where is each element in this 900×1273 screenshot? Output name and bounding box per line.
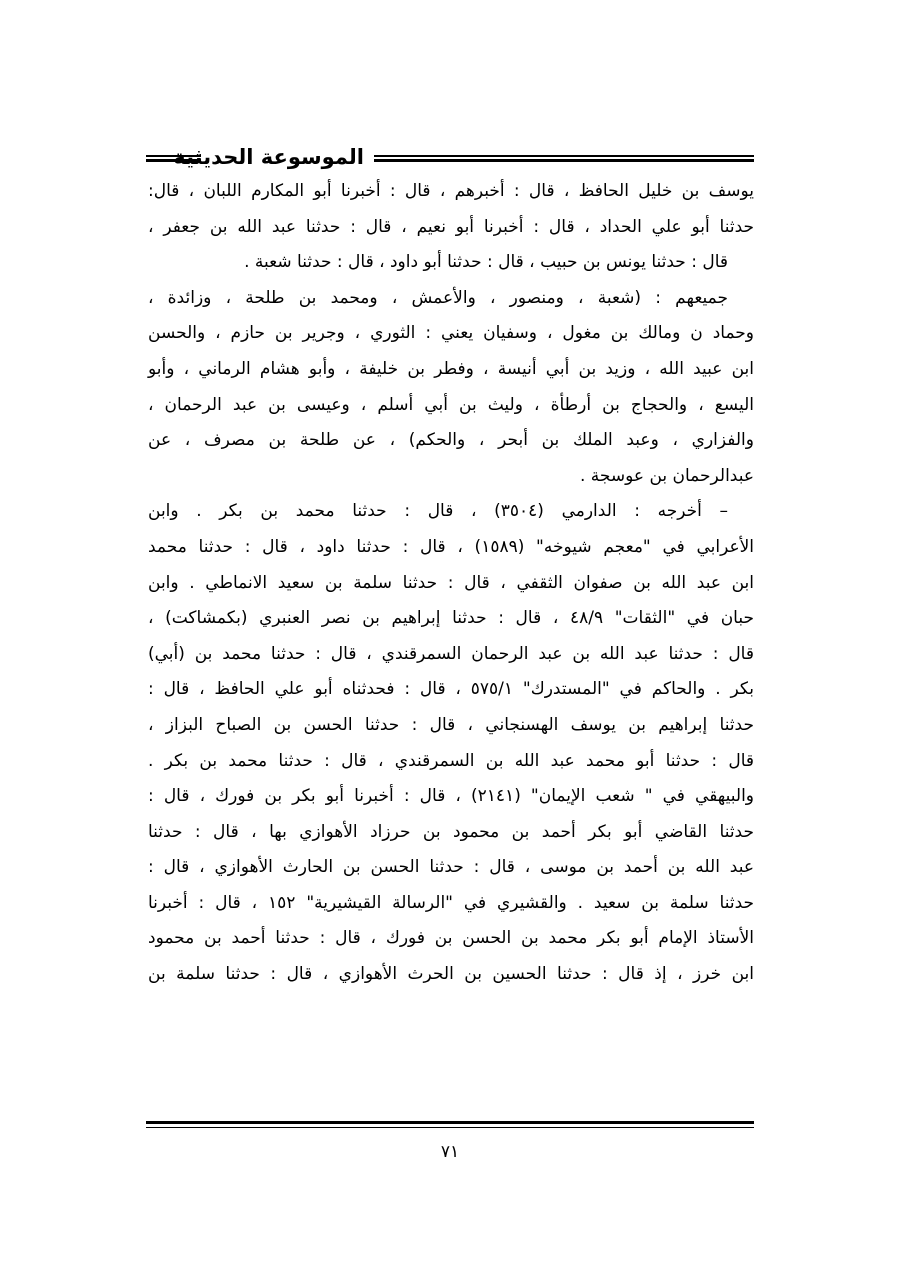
text-line: والفزاري ، وعبد الملك بن أبحر ، والحكم) ، عن طلحة بن مصرف ، عن	[148, 430, 754, 451]
text-line: ابن خرز ، إذ قال : حدثنا الحسين بن الحرث الأهوازي ، قال : حدثنا سلمة بن	[148, 964, 754, 985]
text-line: حدثنا أبو علي الحداد ، قال : أخبرنا أبو نعيم ، قال : حدثنا عبد الله بن جعفر ،	[148, 216, 754, 237]
text-line: قال : حدثنا أبو محمد عبد الله بن السمرقندي ، قال : حدثنا محمد بن بكر .	[148, 750, 754, 771]
text-line: عبدالرحمان بن عوسجة .	[579, 465, 754, 486]
text-line: حدثنا إبراهيم بن يوسف الهسنجاني ، قال : حدثنا الحسن بن الصباح البزاز ،	[148, 714, 754, 735]
text-line: جميعهم : (شعبة ، ومنصور ، والأعمش ، ومحمد بن طلحة ، وزائدة ،	[148, 287, 728, 308]
text-line: حدثنا سلمة بن سعيد . والقشيري في "الرسالة القيشيرية" ١٥٢ ، قال : أخبرنا	[148, 892, 755, 913]
text-line: الأستاذ الإمام أبو بكر محمد بن الحسن بن فورك ، قال : حدثنا أحمد بن محمود	[148, 928, 754, 949]
text-line: قال : حدثنا عبد الله بن عبد الرحمان السمرقندي ، قال : حدثنا محمد بن (أبي)	[148, 643, 754, 664]
text-line: – أخرجه : الدارمي (٣٥٠٤) ، قال : حدثنا محمد بن بكر . وابن	[148, 501, 728, 522]
text-line: حدثنا القاضي أبو بكر أحمد بن محمود بن حرزاد الأهوازي بها ، قال : حدثنا	[148, 821, 754, 842]
text-line: الأعرابي في "معجم شيوخه" (١٥٨٩) ، قال : حدثنا داود ، قال : حدثنا محمد	[148, 536, 755, 557]
text-line: والبيهقي في " شعب الإيمان" (٢١٤١) ، قال : أخبرنا أبو بكر بن فورك ، قال :	[148, 786, 755, 807]
text-line: يوسف بن خليل الحافظ ، قال : أخبرهم ، قال : أخبرنا أبو المكارم اللبان ، قال:	[148, 181, 754, 201]
text-line: وحماد ن ومالك بن مغول ، وسفيان يعني : الثوري ، وجرير بن حازم ، والحسن	[148, 323, 754, 344]
page-number: ٧١	[440, 1142, 460, 1162]
text-line: ابن عبد الله بن صفوان الثقفي ، قال : حدثنا سلمة بن سعيد الانماطي . وابن	[148, 572, 754, 593]
text-line: حبان في "الثقات" ٤٨/٩ ، قال : حدثنا إبراهيم بن نصر العنبري (بكمشاكت) ،	[148, 608, 754, 629]
text-line: اليسع ، والحجاج بن أرطأة ، وليث بن أبي أسلم ، وعيسى بن عبد الرحمان ،	[148, 394, 754, 415]
header-title: الموسوعة الحديثية	[173, 145, 364, 169]
page-body	[148, 174, 754, 993]
text-line: ابن عبيد الله ، وزيد بن أبي أنيسة ، وفطر بن خليفة ، وأبو هشام الرماني ، وأبو	[148, 358, 754, 379]
text-line: قال : حدثنا يونس بن حبيب ، قال : حدثنا أبو داود ، قال : حدثنا شعبة .	[244, 252, 728, 273]
text-line: عبد الله بن أحمد بن موسى ، قال : حدثنا الحسن بن الحارث الأهوازي ، قال :	[148, 857, 754, 878]
footer-rule	[146, 1121, 754, 1131]
text-line: بكر . والحاكم في "المستدرك" ٥٧٥/١ ، قال : فحدثناه أبو علي الحافظ ، قال :	[148, 679, 754, 700]
running-header	[146, 140, 754, 176]
